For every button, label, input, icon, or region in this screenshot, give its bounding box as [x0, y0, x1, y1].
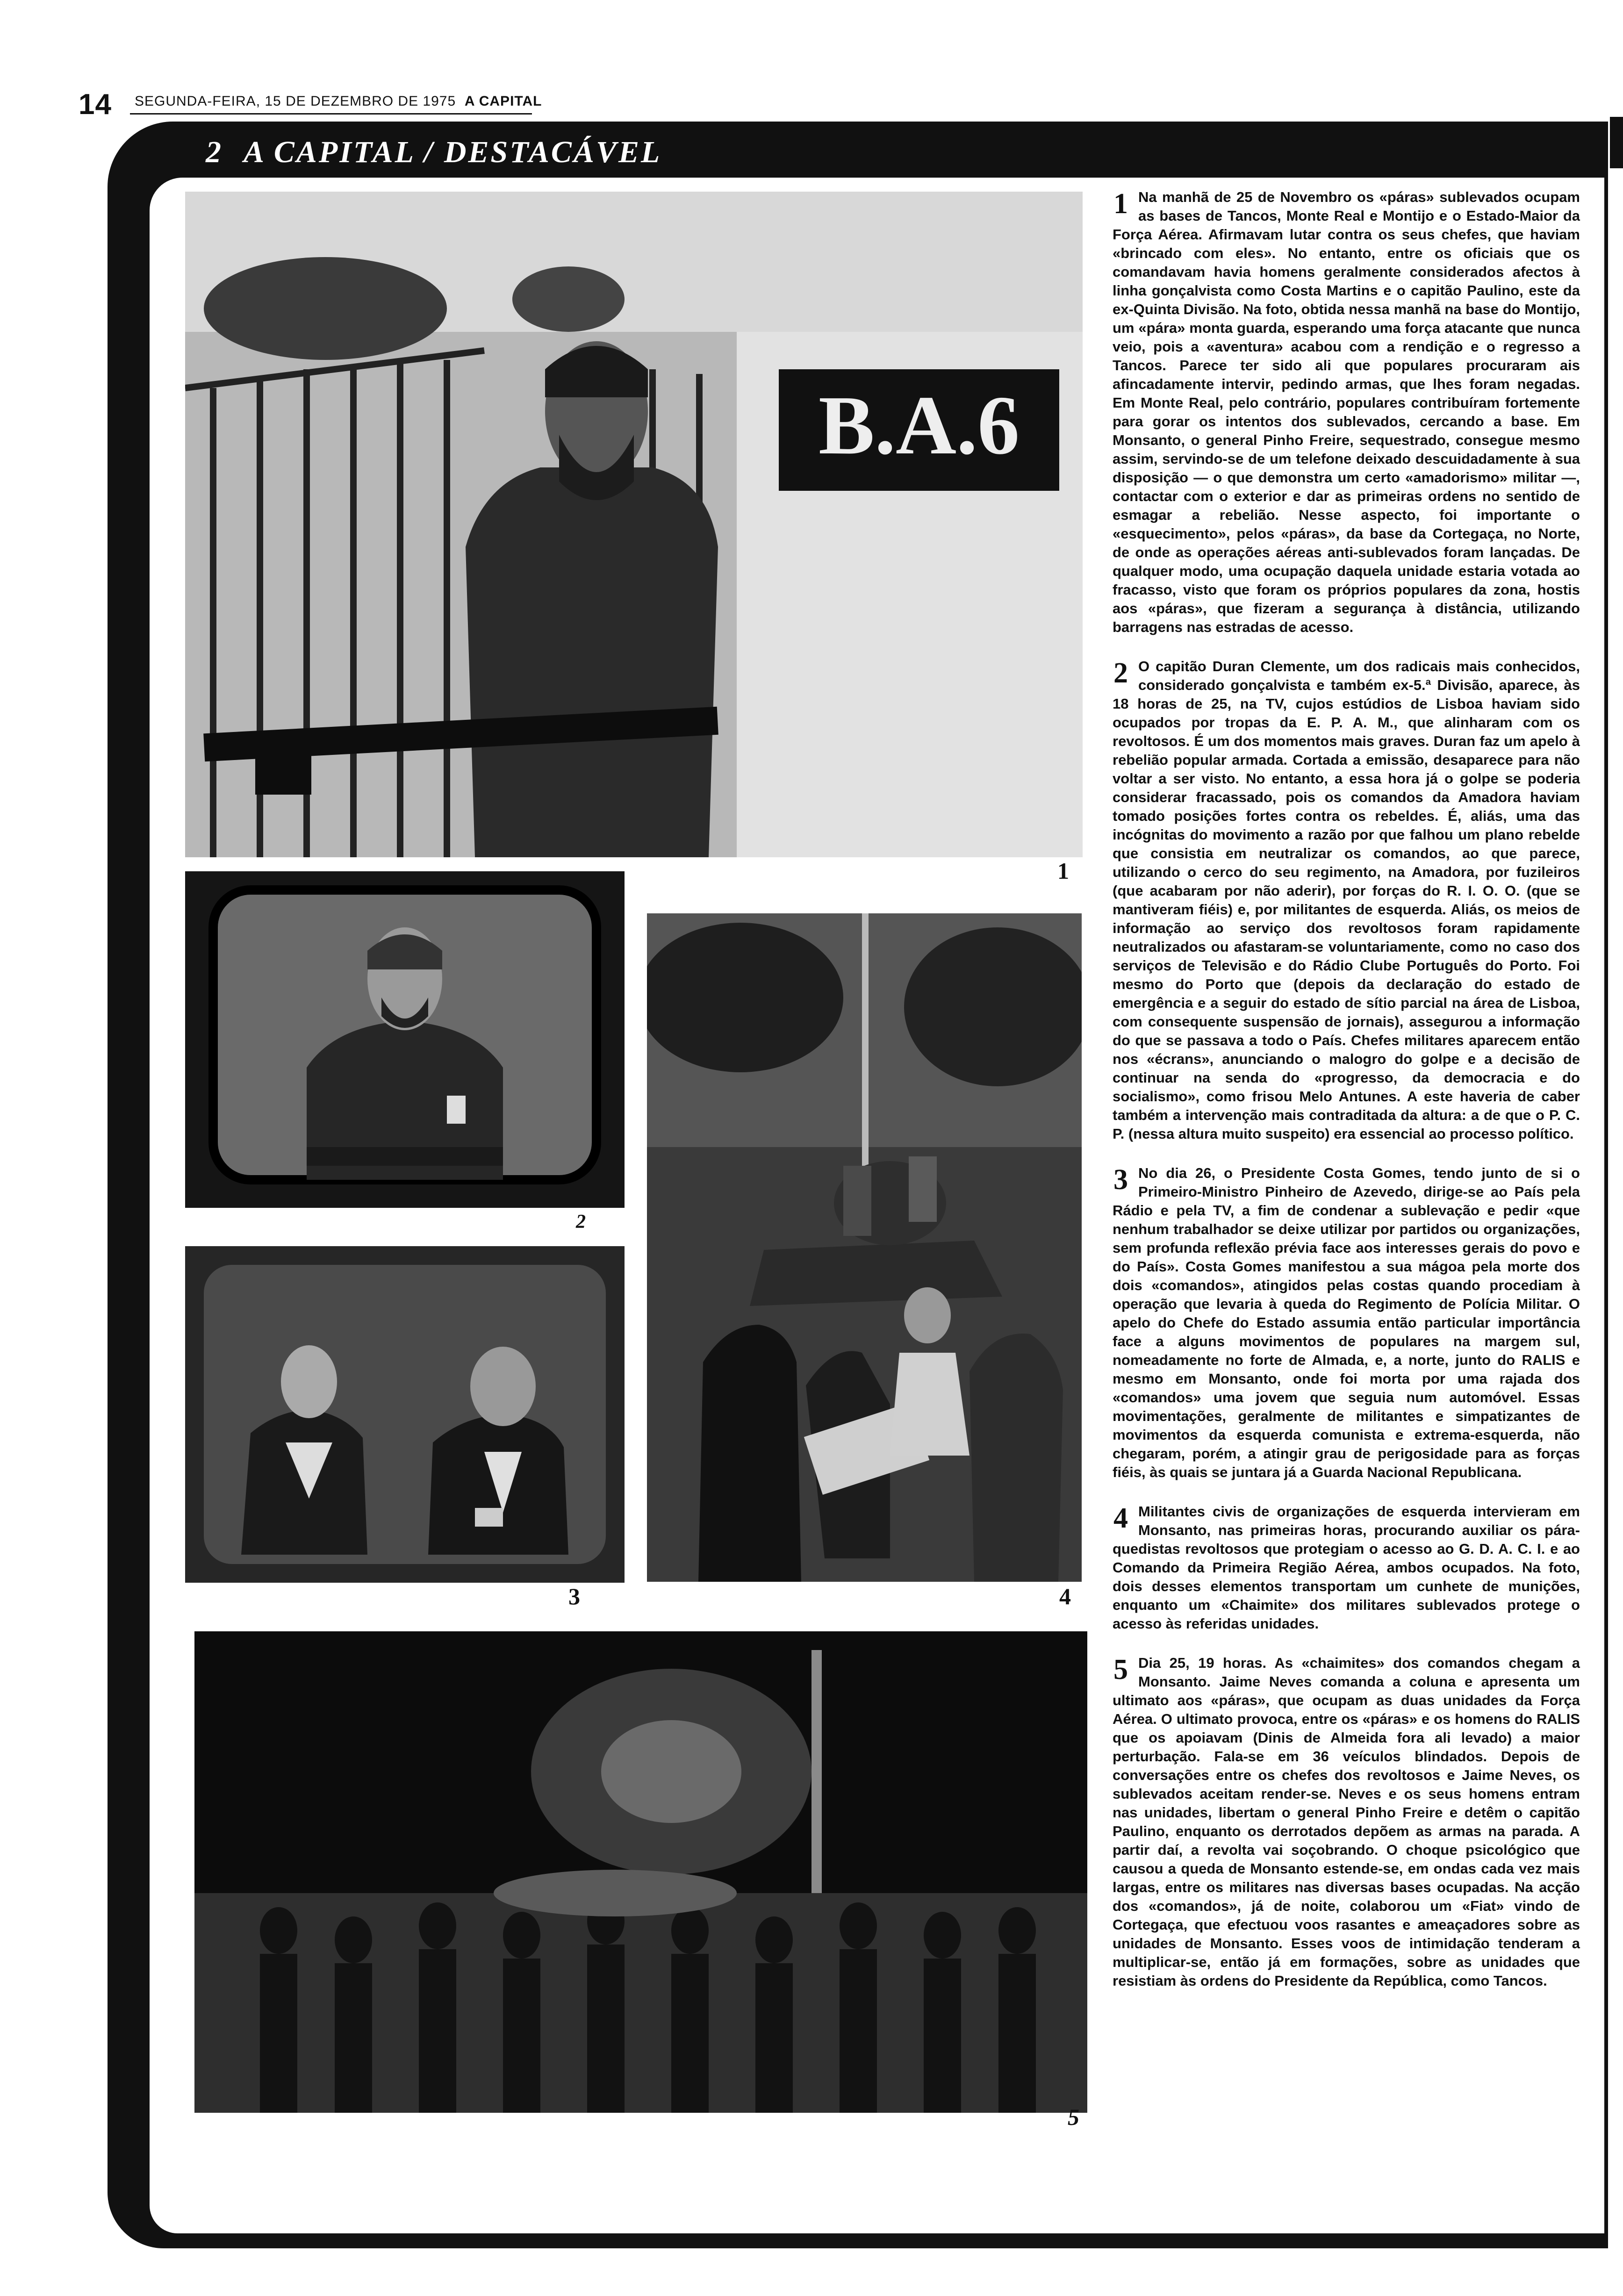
- photo-4-image: [647, 913, 1082, 1582]
- photo-2-tv-broadcast: [185, 871, 625, 1208]
- photo-1-soldier-guard: [185, 192, 1083, 857]
- banner-number: 2: [206, 135, 223, 169]
- caption-column: [1113, 188, 1580, 2011]
- caption-1-number: 1: [1113, 188, 1128, 220]
- caption-4-number: 4: [1113, 1502, 1128, 1534]
- page-number: 14: [79, 88, 112, 121]
- caption-4: [1113, 1502, 1580, 1633]
- caption-5-number: 5: [1113, 1654, 1128, 1686]
- photo-4-label: 4: [1059, 1583, 1071, 1609]
- head-rule: [130, 113, 532, 115]
- photo-3-president-address: [185, 1246, 625, 1583]
- caption-1-text: Na manhã de 25 de Novembro os «páras» sublevados ocupam as bases de Tancos, Monte Real e Montijo e o Estado-Maior da Força Aérea. Afirmavam lutar contra os seus chefes, que haviam «brincado com eles». No entanto, entre os oficiais que os comandavam havia homens geralmente considerados afectos à linha gonçalvista como Costa Martins e o capitão Paulino, este da ex-Quinta Divisão. Na foto, obtida nessa manhã na base do Montijo, um «pára» monta guarda, esperando uma força atacante que nunca veio, pois a «aventura» acabou com a rendição e o regresso a Tancos. Parece ter sido ali que populares procuraram ais afincadamente intervir, pedindo armas, que lhes foram negadas. Em Monte Real, pelo contrário, populares contribuíram fortemente para gorar os intentos dos sublevados, cercando a base. Em Monsanto, o general Pinho Freire, sequestrado, consegue mesmo assim, servindo-se de um telefone deixado descuidadamente à sua disposição — o que demonstra um certo «amadorismo» militar —, contactar com o exterior e dar as primeiras ordens no sentido de esmagar a rebelião. Nesse aspecto, foi importante o «esquecimento», pelos «páras», da base da Cortegaça, no Norte, de onde as operações aéreas anti-sublevados foram lançadas. De qualquer modo, uma ocupação daquela unidade estaria votada ao fracasso, visto que foram os próprios populares da zona, hostis aos «páras», que fizeram a segurança à distância, utilizando barragens nas estradas de acesso.: [1113, 189, 1580, 635]
- photo-3-image: [185, 1246, 625, 1583]
- caption-5-text: Dia 25, 19 horas. As «chaimites» dos comandos chegam a Monsanto. Jaime Neves comanda a coluna e apresenta um ultimato aos «páras», que ocupam as duas unidades da Força Aérea. O ultimato provoca, entre os «páras» e os homens do RALIS que os apoiavam (Dinis de Almeida fora ali levado) a maior perturbação. Fala-se em 36 veículos blindados. Depois de conversações entre os chefes dos revoltosos e Jaime Neves, os sublevados aceitam render-se. Neves e os seus homens entram nas unidades, libertam o general Pinho Freire e detêm o capitão Paulino, enquanto os derrotados depõem as armas na parada. A partir daí, a revolta vai soçobrando. O choque psicológico que causou a queda de Monsanto estende-se, em ondas cada vez mais largas, entre os militares nas diversas bases ocupadas. Na acção dos «comandos», já de noite, colaborou um «Fiat» vindo de Cortegaça, que efectuou voos rasantes e ameaçadores sobre as unidades de Monsanto. Esses voos de intimidação tenderam a multiplicar-se, então já em formações, sobre as unidades que resistiam às ordens do Presidente da República, como Tancos.: [1113, 1655, 1580, 1989]
- running-head: [79, 83, 1551, 121]
- caption-2-text: O capitão Duran Clemente, um dos radicais mais conhecidos, considerado gonçalvista e também ex-5.ª Divisão, aparece, às 18 horas de 25, na TV, cujos estúdios de Lisboa haviam sido ocupados por tropas da E. P. A. M., que alinharam com os revoltosos. É um dos momentos mais graves. Duran faz um apelo à rebelião popular armada. Cortada a emissão, desaparece para não voltar a ser visto. No entanto, a essa hora já o golpe se poderia considerar fracassado, pois os comandos da Amadora haviam tomado posições fortes contra os rebeldes. É, aliás, uma das incógnitas do movimento a razão por que falhou um plano rebelde que consistia em neutralizar os comandos, ao que parece, utilizando o cerco do seu regimento, na Amadora, por fuzileiros (que acabaram por não aderir), por forças do R. I. O. O. (que se mantiveram fiéis) e, por militantes de esquerda. Aliás, os meios de informação ao serviço dos revoltosos foram rapidamente neutralizados ou afastaram-se voluntariamente, como no caso dos serviços de Televisão e do Rádio Clube Português do Porto. Foi mesmo do Porto que (depois da declaração do estado de emergência e a seguir do estado de sítio parcial na área de Lisboa, com consequente suspensão de jornais), assegurou a informação do que se passava a todo o País. Chefes militares aparecem então nos «écrans», anunciando o malogro do golpe e a decisão de continuar na senda do «progresso, da democracia e do socialismo», como frisou Melo Antunes. A este haveria de caber também a intervenção mais contraditada da altura: a de que o P. C. P. (nessa altura muito suspeito) era essencial ao processo político.: [1113, 658, 1580, 1142]
- caption-3-text: No dia 26, o Presidente Costa Gomes, tendo junto de si o Primeiro-Ministro Pinheiro de Azevedo, dirige-se ao País pela Rádio e pela TV, a fim de condenar a sublevação e pedir «que nenhum trabalhador se deixe utilizar por partidos ou organizações, sem profunda reflexão prévia face aos interesses gerais do povo e do País». Costa Gomes manifestou a sua mágoa pela morte dos dois «comandos», atingidos pelas costas quando procediam à operação que levaria à queda do Regimento de Polícia Militar. O apelo do Chefe do Estado assumia então particular importância face a alguns movimentos de populares na margem sul, nomeadamente no forte de Almada, e, a norte, junto do RALIS e mesmo em Monsanto, onde foi morta por uma rajada dos «comandos» uma jovem que seguia num automóvel. Essas movimentações, geralmente de militantes e simpatizantes de movimentos da esquerda comunista e extrema-esquerda, não chegaram, porém, a atingir grau de perigosidade para as forças fiéis, às quais se juntara já a Guarda Nacional Republicana.: [1113, 1165, 1580, 1480]
- caption-2-number: 2: [1113, 657, 1128, 689]
- photo-4-monsanto-civilians: [647, 913, 1082, 1582]
- edge-bar: [1610, 117, 1623, 168]
- caption-3-number: 3: [1113, 1164, 1128, 1196]
- sign-text: B.A.6: [818, 379, 1020, 472]
- photo-5-monsanto-night: [194, 1631, 1087, 2113]
- photo-2-image: [185, 871, 625, 1208]
- dateline-text: SEGUNDA-FEIRA, 15 DE DEZEMBRO DE 1975: [135, 93, 456, 109]
- banner-title: A CAPITAL / DESTACÁVEL: [244, 135, 662, 169]
- photo-1-label: 1: [1057, 858, 1069, 884]
- photo-5-label: 5: [1068, 2104, 1079, 2130]
- brand-name: A CAPITAL: [464, 93, 542, 109]
- caption-2: [1113, 657, 1580, 1143]
- photo-5-image: [194, 1631, 1087, 2113]
- caption-4-text: Militantes civis de organizações de esquerda intervieram em Monsanto, nas primeiras horas, procurando auxiliar os pára-quedistas revoltosos que protegiam o acesso ao G. D. A. C. I. e ao Comando da Primeira Região Aérea, ambos ocupados. Na foto, dois desses elementos transportam um cunhete de munições, enquanto um «Chaimite» dos militares sublevados protege o acesso às referidas unidades.: [1113, 1503, 1580, 1632]
- photo-1-image: [185, 192, 1083, 857]
- caption-5: [1113, 1654, 1580, 1990]
- photo-2-label: 2: [576, 1211, 586, 1233]
- section-banner: [206, 135, 661, 174]
- caption-3: [1113, 1164, 1580, 1482]
- dateline: [135, 93, 542, 109]
- caption-1: [1113, 188, 1580, 637]
- photo-3-label: 3: [568, 1583, 580, 1609]
